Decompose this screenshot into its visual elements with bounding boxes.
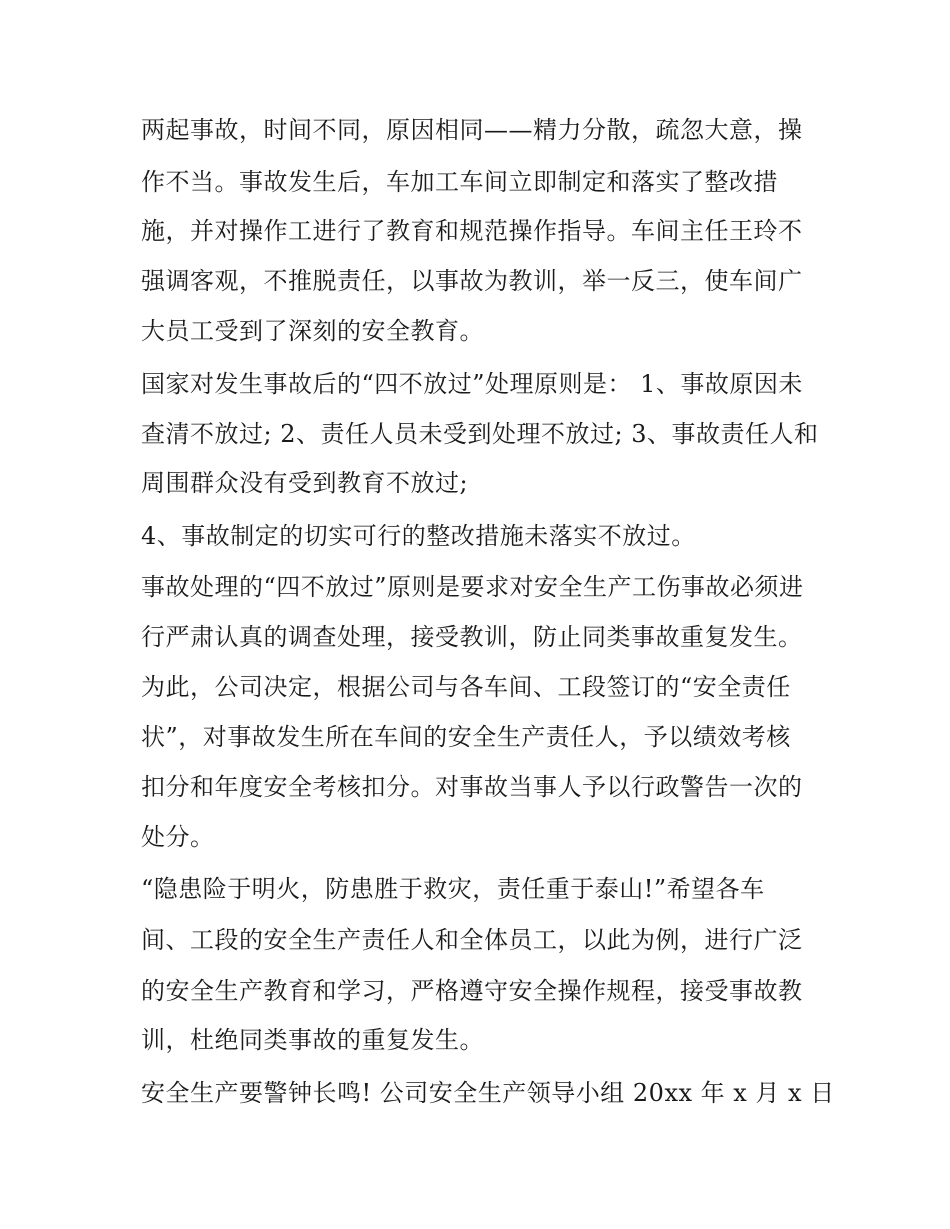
text-line: 的安全生产教育和学习，严格遵守安全操作规程，接受事故教	[141, 977, 803, 1005]
text-line: 国家对发生事故后的“四不放过”处理原则是： 1、事故原因未	[141, 370, 803, 398]
text-line: 为此，公司决定，根据公司与各车间、工段签订的“安全责任	[141, 673, 791, 701]
text-line: 处分。	[141, 823, 215, 851]
text-line: 事故处理的“四不放过”原则是要求对安全生产工伤事故必须进	[141, 573, 804, 601]
text-line: 扣分和年度安全考核扣分。对事故当事人予以行政警告一次的	[141, 773, 803, 801]
text-line: 安全生产要警钟长鸣! 公司安全生产领导小组 20xx 年 x 月 x 日	[141, 1079, 835, 1107]
text-line: 大员工受到了深刻的安全教育。	[141, 317, 484, 345]
text-line: 强调客观，不推脱责任，以事故为教训，举一反三，使车间广	[141, 267, 803, 295]
text-line: 间、工段的安全生产责任人和全体员工，以此为例，进行广泛	[141, 926, 803, 954]
text-line: 状”，对事故发生所在车间的安全生产责任人，予以绩效考核	[141, 723, 791, 751]
text-line: 4、事故制定的切实可行的整改措施未落实不放过。	[141, 522, 696, 550]
text-line: 周围群众没有受到教育不放过;	[141, 469, 469, 497]
text-line: 施，并对操作工进行了教育和规范操作指导。车间主任王玲不	[141, 217, 803, 245]
text-line: 两起事故，时间不同，原因相同——精力分散，疏忽大意，操	[141, 116, 803, 144]
text-line: 查清不放过; 2、责任人员未受到处理不放过; 3、事故责任人和	[141, 420, 819, 448]
text-line: 行严肃认真的调查处理，接受教训，防止同类事故重复发生。	[141, 623, 803, 651]
text-line: 训，杜绝同类事故的重复发生。	[141, 1026, 484, 1054]
text-line: 作不当。事故发生后，车加工车间立即制定和落实了整改措	[141, 168, 778, 196]
text-line: “隐患险于明火，防患胜于救灾，责任重于泰山!”希望各车	[141, 875, 765, 903]
